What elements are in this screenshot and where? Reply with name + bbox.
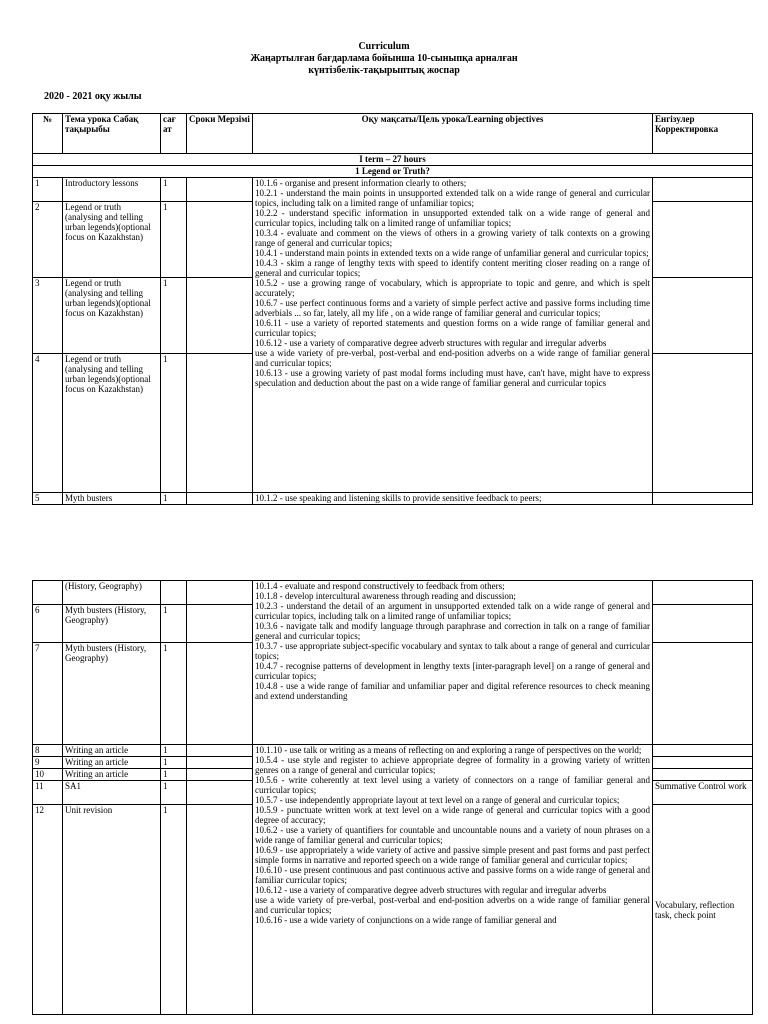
objective: 10.3.6 - navigate talk and modify language through paraphrase and correction in talk on a range of familiar general and curricular topics; bbox=[255, 621, 650, 641]
objective: 10.5.2 - use a growing range of vocabulary, which is appropriate to topic and genre, and which is spelt accurately; bbox=[255, 278, 650, 298]
row-num: 9 bbox=[33, 757, 63, 769]
row-num: 1 bbox=[33, 178, 63, 202]
row-notes bbox=[653, 643, 753, 745]
objective: 10.4.3 - skim a range of lengthy texts with speed to identify content meriting closer reading on a range of general and curricular topics; bbox=[255, 258, 650, 278]
col-num-header: № bbox=[33, 114, 63, 154]
objectives-cell bbox=[253, 581, 653, 745]
row-num: 8 bbox=[33, 745, 63, 757]
objective: 10.6.12 - use a variety of comparative degree adverb structures with regular and irregular adverbs bbox=[255, 338, 607, 348]
col-objectives-header: Оқу мақсаты/Цель урока/Learning objectives bbox=[253, 114, 653, 154]
row-hours: 1 bbox=[161, 202, 187, 278]
objective: 10.6.2 - use a variety of quantifiers for countable and uncountable nouns and a variety of noun phrases on a wide range of familiar general and curricular topics; bbox=[255, 825, 650, 845]
row-dates bbox=[187, 178, 253, 202]
row-num: 6 bbox=[33, 605, 63, 643]
objective: 10.6.9 - use appropriately a wide variety of active and passive simple present and past forms and past perfect simple forms in narrative and reported speech on a wide range of familiar general and curricular topics; bbox=[255, 845, 650, 865]
objective: 10.5.6 - write coherently at text level using a variety of connectors on a range of familiar general and curricular topics; bbox=[255, 775, 650, 795]
row-num: 10 bbox=[33, 769, 63, 781]
objective: 10.4.7 - recognise patterns of development in lengthy texts [inter-paragraph level] on a range of general and curricular topics; bbox=[255, 661, 650, 681]
row-notes bbox=[653, 202, 753, 278]
row-notes bbox=[653, 581, 753, 605]
row-dates bbox=[187, 769, 253, 781]
row-topic: Writing an article bbox=[63, 769, 161, 781]
row-hours bbox=[161, 581, 187, 605]
row-topic: Writing an article bbox=[63, 757, 161, 769]
objective: 10.2.2 - understand specific information in unsupported extended talk on a wide range of general and curricular topics, including talk on a limited range of unfamiliar topics; bbox=[255, 208, 650, 228]
objective: 10.6.12 - use a variety of comparative degree adverb structures with regular and irregular adverbs bbox=[255, 885, 607, 895]
row-topic: Legend or truth (analysing and telling urban legends)(optional focus on Kazakhstan) bbox=[63, 354, 161, 493]
objective: 10.5.4 - use style and register to achieve appropriate degree of formality in a growing variety of written genres on a range of general and curricular topics; bbox=[255, 755, 650, 775]
row-dates bbox=[187, 278, 253, 354]
row-topic: Myth busters (History, Geography) bbox=[63, 643, 161, 745]
row-topic: Unit revision bbox=[63, 805, 161, 1015]
objective: use a wide variety of pre-verbal, post-verbal and end-position adverbs on a wide range of familiar general and curricular topics; bbox=[255, 348, 650, 368]
unit-heading: 1 Legend or Truth? bbox=[33, 166, 753, 178]
objective: 10.6.10 - use present continuous and past continuous active and passive forms on a wide range of general and familiar curricular topics; bbox=[255, 865, 650, 885]
row-dates bbox=[187, 605, 253, 643]
table-header-row bbox=[33, 114, 753, 154]
row-notes bbox=[653, 178, 753, 202]
table-row bbox=[33, 581, 753, 605]
objective: 10.6.11 - use a variety of reported statements and question forms on a wide range of familiar general and curricular topics; bbox=[255, 318, 650, 338]
row-notes bbox=[653, 278, 753, 354]
row-hours: 1 bbox=[161, 354, 187, 493]
table-row bbox=[33, 493, 753, 505]
objective: 10.3.7 - use appropriate subject-specific vocabulary and syntax to talk about a range of general and curricular topics; bbox=[255, 641, 650, 661]
objective: use a wide variety of pre-verbal, post-verbal and end-position adverbs on a wide range of familiar general and curricular topics; bbox=[255, 895, 650, 915]
table-row bbox=[33, 745, 753, 757]
row-objective: 10.1.2 - use speaking and listening skills to provide sensitive feedback to peers; bbox=[253, 493, 653, 505]
doc-subtitle-1: Жаңартылған бағдарлама бойынша 10-сыныпқа арналған bbox=[250, 53, 518, 64]
row-dates bbox=[187, 805, 253, 1015]
objective: 10.6.13 - use a growing variety of past modal forms including must have, can't have, might have to express speculation and deduction about the past on a wide range of familiar general and curricular topics bbox=[255, 368, 650, 388]
row-notes bbox=[653, 354, 753, 493]
row-topic: Legend or truth (analysing and telling urban legends)(optional focus on Kazakhstan) bbox=[63, 202, 161, 278]
row-notes bbox=[653, 769, 753, 781]
curriculum-table-1 bbox=[32, 113, 753, 505]
objective: 10.5.7 - use independently appropriate layout at text level on a range of general and curricular topics; bbox=[255, 795, 620, 805]
row-hours: 1 bbox=[161, 769, 187, 781]
row-hours: 1 bbox=[161, 757, 187, 769]
curriculum-table-2 bbox=[32, 580, 753, 1015]
objective: 10.4.1 - understand main points in extended texts on a wide range of unfamiliar general and curricular topics; bbox=[255, 248, 649, 258]
row-hours: 1 bbox=[161, 805, 187, 1015]
objective: 10.1.6 - organise and present information clearly to others; bbox=[255, 178, 467, 188]
row-dates bbox=[187, 493, 253, 505]
objective: 10.1.10 - use talk or writing as a means of reflecting on and exploring a range of perspectives on the world; bbox=[255, 745, 642, 755]
row-hours: 1 bbox=[161, 493, 187, 505]
row-topic: Introductory lessons bbox=[63, 178, 161, 202]
objective: 10.6.7 - use perfect continuous forms and a variety of simple perfect active and passive forms including time adverbials ... so far, lately, all my life , on a wide range of familiar general and curricular topics; bbox=[255, 298, 650, 318]
row-hours: 1 bbox=[161, 178, 187, 202]
row-num bbox=[33, 581, 63, 605]
objective: 10.2.3 - understand the detail of an argument in unsupported extended talk on a wide range of general and curricular topics, including talk on a limited range of unfamiliar topics; bbox=[255, 601, 650, 621]
objective: 10.5.9 - punctuate written work at text level on a wide range of general and curricular topics with a good degree of accuracy; bbox=[255, 805, 650, 825]
row-topic: (History, Geography) bbox=[63, 581, 161, 605]
objective: 10.2.1 - understand the main points in unsupported extended talk on a wide range of general and curricular topics, including talk on a limited range of unfamiliar topics; bbox=[255, 188, 650, 208]
row-hours: 1 bbox=[161, 643, 187, 745]
row-dates bbox=[187, 643, 253, 745]
row-dates bbox=[187, 781, 253, 805]
row-topic: Myth busters (History, Geography) bbox=[63, 605, 161, 643]
objective: 10.1.8 - develop intercultural awareness through reading and discussion; bbox=[255, 591, 516, 601]
row-num: 4 bbox=[33, 354, 63, 493]
row-dates bbox=[187, 581, 253, 605]
objective: 10.3.4 - evaluate and comment on the views of others in a growing variety of talk contexts on a growing range of general and curricular topics; bbox=[255, 228, 650, 248]
row-notes bbox=[653, 605, 753, 643]
row-num: 11 bbox=[33, 781, 63, 805]
row-hours: 1 bbox=[161, 781, 187, 805]
term-heading: I term – 27 hours bbox=[33, 154, 753, 166]
row-dates bbox=[187, 202, 253, 278]
row-hours: 1 bbox=[161, 605, 187, 643]
row-notes: Summative Control work bbox=[653, 781, 753, 805]
row-dates bbox=[187, 757, 253, 769]
row-num: 2 bbox=[33, 202, 63, 278]
objective: 10.4.8 - use a wide range of familiar and unfamiliar paper and digital reference resources to check meaning and extend understanding bbox=[255, 681, 650, 701]
doc-subtitle-2: күнтізбелік-тақырыптық жоспар bbox=[308, 65, 460, 76]
row-hours: 1 bbox=[161, 745, 187, 757]
row-num: 7 bbox=[33, 643, 63, 745]
row-notes bbox=[653, 493, 753, 505]
col-topic-header: Тема урока Сабақ тақырыбы bbox=[63, 114, 161, 154]
doc-title: Curriculum bbox=[358, 41, 410, 52]
objectives-cell bbox=[253, 745, 653, 1015]
row-num: 12 bbox=[33, 805, 63, 1015]
objectives-cell bbox=[253, 178, 653, 493]
row-topic: Myth busters bbox=[63, 493, 161, 505]
row-hours: 1 bbox=[161, 278, 187, 354]
academic-year: 2020 - 2021 оқу жылы bbox=[44, 91, 142, 102]
row-notes bbox=[653, 757, 753, 769]
row-topic: Legend or truth (analysing and telling urban legends)(optional focus on Kazakhstan) bbox=[63, 278, 161, 354]
row-notes bbox=[653, 745, 753, 757]
row-dates bbox=[187, 354, 253, 493]
objective: 10.6.16 - use a wide variety of conjunctions on a wide range of familiar general and bbox=[255, 915, 557, 925]
row-topic: Writing an article bbox=[63, 745, 161, 757]
objective: 10.1.4 - evaluate and respond constructively to feedback from others; bbox=[255, 581, 505, 591]
col-hours-header: сағ ат bbox=[161, 114, 187, 154]
table-row bbox=[33, 178, 753, 202]
row-num: 3 bbox=[33, 278, 63, 354]
row-notes: Vocabulary, reflection task, check point bbox=[653, 805, 753, 1015]
col-notes-header: Енгізулер Корректировка bbox=[653, 114, 753, 154]
row-topic: SA1 bbox=[63, 781, 161, 805]
row-dates bbox=[187, 745, 253, 757]
row-num: 5 bbox=[33, 493, 63, 505]
col-dates-header: Сроки Мерзімі bbox=[187, 114, 253, 154]
